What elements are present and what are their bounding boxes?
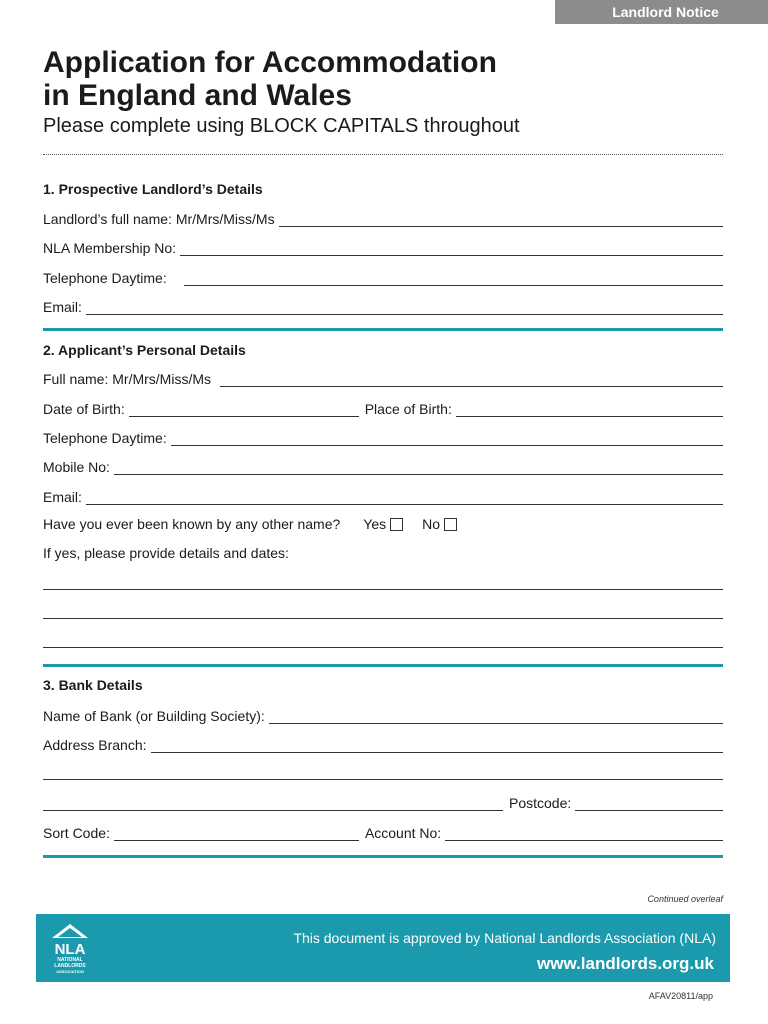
sort-code-label: Sort Code: <box>43 825 110 841</box>
applicant-email-row <box>43 485 723 505</box>
nla-membership-label: NLA Membership No: <box>43 240 177 256</box>
yes-checkbox[interactable] <box>390 518 403 531</box>
section3-heading: 3. Bank Details <box>43 677 143 693</box>
landlord-email-row <box>43 295 723 315</box>
pob-field[interactable] <box>456 402 723 417</box>
document-code: AFAV20811/app <box>648 991 713 1001</box>
details-line-3[interactable] <box>43 647 723 648</box>
other-name-row <box>43 516 457 532</box>
details-line-1[interactable] <box>43 589 723 590</box>
yes-label: Yes <box>363 516 387 532</box>
postcode-field[interactable] <box>575 796 723 811</box>
nla-logo-sub1: NATIONAL <box>57 957 83 963</box>
mobile-row <box>43 455 723 475</box>
sort-account-row <box>43 821 723 841</box>
postcode-label: Postcode: <box>509 795 572 811</box>
nla-logo-sub2: LANDLORDS <box>54 963 86 969</box>
applicant-email-field[interactable] <box>86 490 723 505</box>
landlord-email-label: Email: <box>43 299 82 315</box>
applicant-telephone-label: Telephone Daytime: <box>43 430 167 446</box>
page-subtitle: Please complete using BLOCK CAPITALS throughout <box>43 115 520 137</box>
address-line-2[interactable] <box>43 779 723 780</box>
postcode-row <box>43 791 723 811</box>
details-line-2[interactable] <box>43 618 723 619</box>
landlord-email-field[interactable] <box>86 300 723 315</box>
website-link[interactable]: www.landlords.org.uk <box>537 954 714 973</box>
applicant-telephone-row <box>43 426 723 446</box>
landlord-telephone-label: Telephone Daytime: <box>43 270 167 286</box>
applicant-name-row <box>43 367 723 387</box>
mobile-field[interactable] <box>114 460 723 475</box>
section-divider-3 <box>43 855 723 858</box>
bank-name-field[interactable] <box>269 709 723 724</box>
section-divider-1 <box>43 328 723 331</box>
applicant-email-label: Email: <box>43 489 82 505</box>
nla-logo-house-icon <box>50 922 90 976</box>
account-no-field[interactable] <box>445 826 723 841</box>
address-branch-label: Address Branch: <box>43 737 147 753</box>
footer-banner <box>36 914 730 982</box>
dotted-divider <box>43 154 723 155</box>
landlord-telephone-row <box>43 266 723 286</box>
address-line-3[interactable] <box>43 796 503 811</box>
address-branch-field[interactable] <box>151 738 724 753</box>
other-name-details-label: If yes, please provide details and dates: <box>43 545 289 561</box>
no-label: No <box>422 516 441 532</box>
nla-membership-row <box>43 236 723 256</box>
section-divider-2 <box>43 664 723 667</box>
approval-statement: This document is approved by National Landlords Association (NLA) <box>293 930 716 946</box>
title-line-2: in England and Wales <box>43 79 352 112</box>
nla-logo-text: NLA <box>54 941 86 958</box>
page-title <box>43 46 683 112</box>
applicant-telephone-field[interactable] <box>171 431 723 446</box>
landlord-name-row <box>43 207 723 227</box>
applicant-name-field[interactable] <box>220 372 723 387</box>
details-label-row <box>43 545 289 561</box>
dob-label: Date of Birth: <box>43 401 125 417</box>
dob-field[interactable] <box>129 402 359 417</box>
birth-row <box>43 397 723 417</box>
landlord-name-field[interactable] <box>279 212 723 227</box>
other-name-question: Have you ever been known by any other name? <box>43 516 341 532</box>
no-checkbox[interactable] <box>444 518 457 531</box>
landlord-name-label: Landlord’s full name: Mr/Mrs/Miss/Ms <box>43 211 275 227</box>
landlord-notice-tag: Landlord Notice <box>555 0 768 24</box>
bank-name-label: Name of Bank (or Building Society): <box>43 708 265 724</box>
nla-logo <box>50 922 90 974</box>
account-no-label: Account No: <box>364 825 442 841</box>
landlord-telephone-field[interactable] <box>184 271 723 286</box>
applicant-name-label: Full name: Mr/Mrs/Miss/Ms <box>43 371 211 387</box>
bank-name-row <box>43 704 723 724</box>
pob-label: Place of Birth: <box>364 401 452 417</box>
continued-overleaf-note: Continued overleaf <box>647 894 723 904</box>
address-branch-row <box>43 733 723 753</box>
section2-heading: 2. Applicant’s Personal Details <box>43 342 246 358</box>
sort-code-field[interactable] <box>114 826 359 841</box>
section1-heading: 1. Prospective Landlord’s Details <box>43 181 263 197</box>
mobile-label: Mobile No: <box>43 459 110 475</box>
title-line-1: Application for Accommodation <box>43 46 497 79</box>
nla-logo-sub3: ASSOCIATION <box>56 969 84 974</box>
nla-membership-field[interactable] <box>180 241 723 256</box>
